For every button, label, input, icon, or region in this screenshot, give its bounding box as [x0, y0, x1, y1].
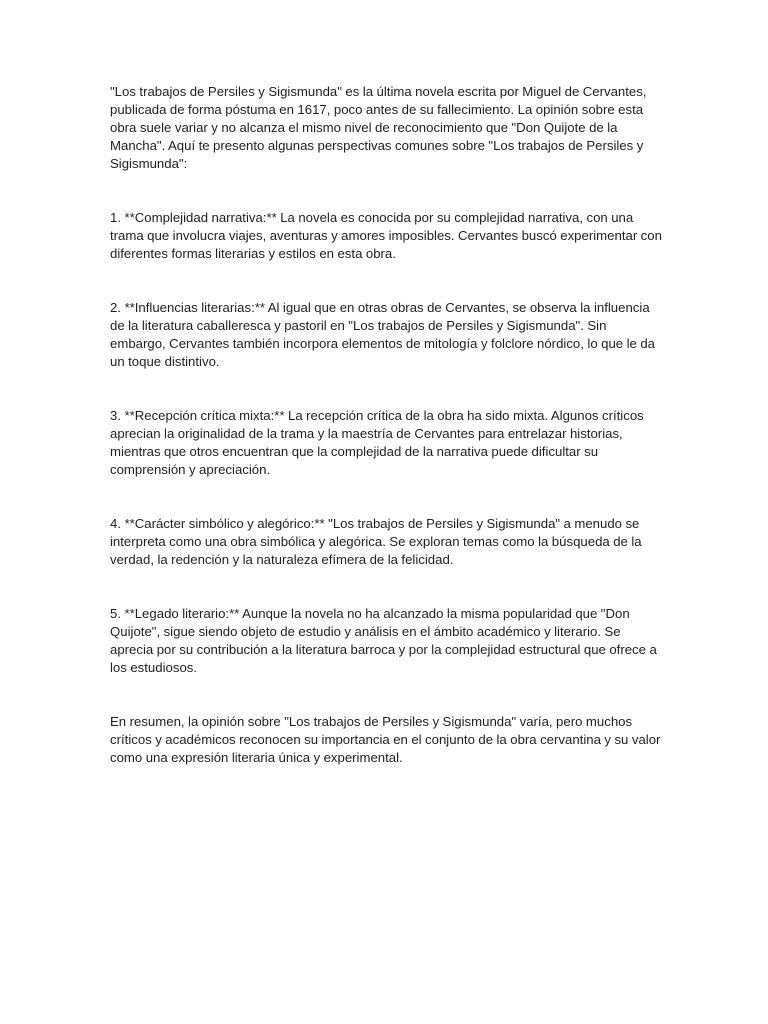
point-4-paragraph: 4. **Carácter simbólico y alegórico:** "Los trabajos de Persiles y Sigismunda" a menudo se interpreta como una obra simbólica y alegórica. Se exploran temas como la búsqueda de la verdad, la redención y la naturaleza efímera de la felicidad.	[110, 516, 642, 567]
point-3-paragraph: 3. **Recepción crítica mixta:** La recepción crítica de la obra ha sido mixta. Algunos críticos aprecian la originalidad de la trama y la maestría de Cervantes para entrelazar historias, mientras que otros encuentran que la complejidad de la narrativa puede dificultar su comprensión y apreciación.	[110, 408, 644, 477]
document-body	[110, 83, 662, 803]
point-1-paragraph: 1. **Complejidad narrativa:** La novela es conocida por su complejidad narrativa, con una trama que involucra viajes, aventuras y amores imposibles. Cervantes buscó experimentar con diferentes formas literarias y estilos en esta obra.	[110, 210, 662, 261]
intro-paragraph: "Los trabajos de Persiles y Sigismunda" es la última novela escrita por Miguel de Cervantes, publicada de forma póstuma en 1617, poco antes de su fallecimiento. La opinión sobre esta obra suele variar y no alcanza el mismo nivel de reconocimiento que "Don Quijote de la Mancha". Aquí te presento algunas perspectivas comunes sobre "Los trabajos de Persiles y Sigismunda":	[110, 84, 647, 171]
point-2-paragraph: 2. **Influencias literarias:** Al igual que en otras obras de Cervantes, se observa la influencia de la literatura caballeresca y pastoril en "Los trabajos de Persiles y Sigismunda". Sin embargo, Cervantes también incorpora elementos de mitología y folclore nórdico, lo que le da un toque distintivo.	[110, 300, 655, 369]
point-5-paragraph: 5. **Legado literario:** Aunque la novela no ha alcanzado la misma popularidad que "Don Quijote", sigue siendo objeto de estudio y análisis en el ámbito académico y literario. Se aprecia por su contribución a la literatura barroca y por la complejidad estructural que ofrece a los estudiosos.	[110, 606, 657, 675]
summary-paragraph: En resumen, la opinión sobre "Los trabajos de Persiles y Sigismunda" varía, pero muchos críticos y académicos reconocen su importancia en el conjunto de la obra cervantina y su valor como una expresión literaria única y experimental.	[110, 714, 661, 765]
